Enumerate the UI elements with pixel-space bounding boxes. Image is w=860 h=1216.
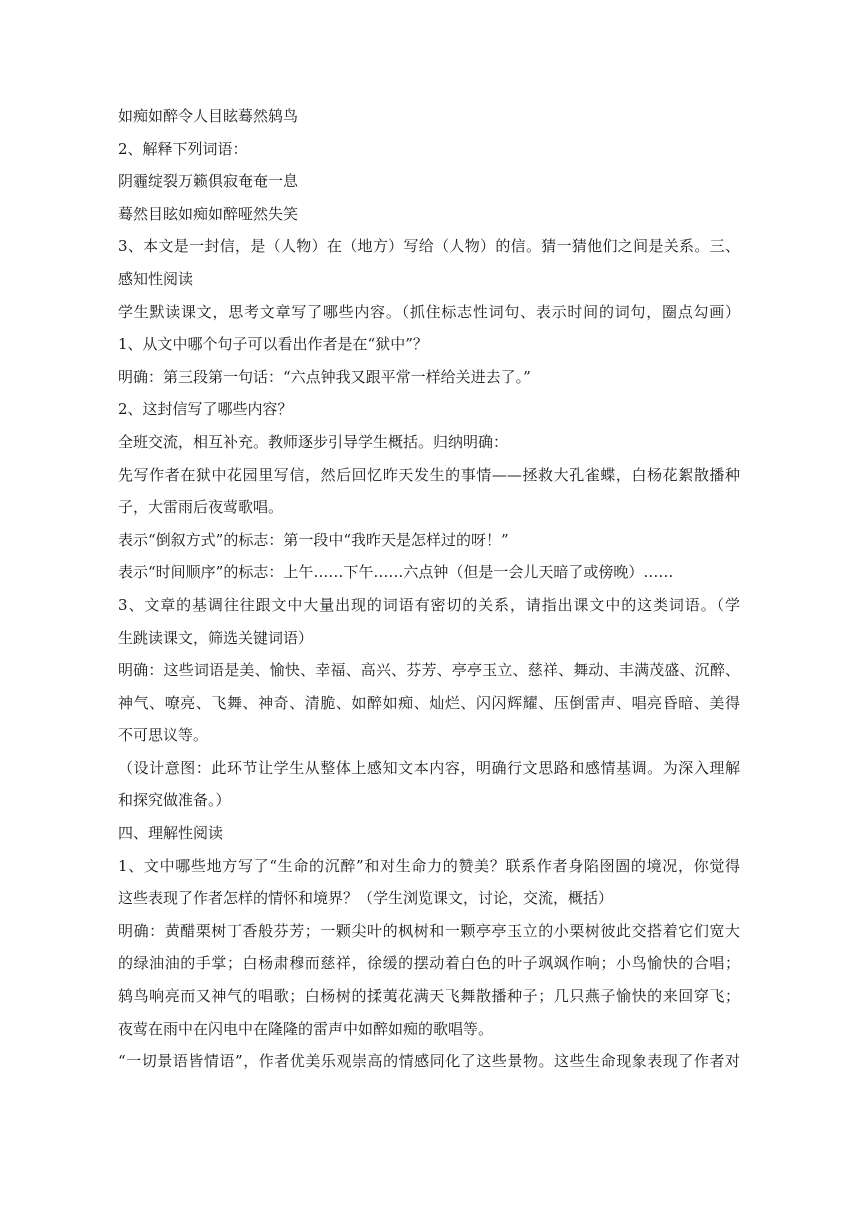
answer-text: 夜莺在雨中在闪电中在隆隆的雷声中如醉如痴的歌唱等。 [118,1019,494,1038]
paragraph-line: 子，大雷雨后夜莺歌唱。 [118,498,284,517]
answer-text: 不可思议等。 [118,726,209,745]
answer-text: 的绿油油的手掌；白杨肃穆而慈祥，徐缓的摆动着白色的叶子飒飒作响；小鸟愉快的合唱； [118,954,740,973]
paragraph-line: 先写作者在狱中花园里写信，然后回忆昨天发生的事情——拯救大孔雀蝶，白杨花絮散播种 [118,465,740,484]
paragraph-line: 表示“倒叙方式”的标志：第一段中“我昨天是怎样过的呀！” [118,530,509,549]
paragraph-line: 学生默读课文，思考文章写了哪些内容。（抓住标志性词句、表示时间的词句，圈点勾画） [118,302,740,321]
question-text: 1、从文中哪个句子可以看出作者是在“狱中”？ [118,335,428,354]
design-note: （设计意图：此环节让学生从整体上感知文本内容，明确行文思路和感情基调。为深入理解 [118,758,740,777]
section-heading: 四、理解性阅读 [118,824,224,843]
answer-text: 明确：黄醋栗树丁香般芬芳；一颗尖叶的枫树和一颗亭亭玉立的小栗树彼此交搭着它们宽大 [118,921,740,940]
answer-text: 明确：第三段第一句话：“六点钟我又跟平常一样给关进去了。” [118,367,531,386]
answer-text: 明确：这些词语是美、愉快、幸福、高兴、芬芳、亭亭玉立、慈祥、舞动、丰满茂盛、沉醉、 [118,661,740,680]
design-note: 和探究做准备。） [118,791,231,810]
document-page [118,108,740,1086]
question-text: 这些表现了作者怎样的情怀和境界？（学生浏览课文，讨论，交流，概括） [118,889,614,908]
paragraph-line: 全班交流，相互补充。教师逐步引导学生概括。归纳明确： [118,432,509,451]
question-text: 2、这封信写了哪些内容？ [118,400,293,419]
text-line: 阴霾绽裂万籁俱寂奄奄一息 [118,172,299,191]
text-line: 如痴如醉令人目眩蓦然鸫鸟 [118,107,299,125]
question-text: 3、文章的基调往往跟文中大量出现的词语有密切的关系，请指出课文中的这类词语。（学 [118,595,740,614]
question-text: 1、文中哪些地方写了“生命的沉醉”和对生命力的赞美？联系作者身陷囹圄的境况，你觉得 [118,856,740,875]
question-text: 生跳读课文，筛选关键词语） [118,628,314,647]
section-heading: 感知性阅读 [118,269,194,288]
text-line: 蓦然目眩如痴如醉哑然失笑 [118,204,299,223]
question-text: 3、本文是一封信，是（人物）在（地方）写给（人物）的信。猜一猜他们之间是关系。三、 [118,237,740,256]
paragraph-line: 表示“时间顺序”的标志：上午……下午……六点钟（但是一会儿天暗了或傍晚）…… [118,563,674,582]
paragraph-line: “一切景语皆情语”，作者优美乐观崇高的情感同化了这些景物。这些生命现象表现了作者对 [118,1052,740,1071]
answer-text: 鸫鸟响亮而又神气的唱歌；白杨树的揉荑花满天飞舞散播种子；几只燕子愉快的来回穿飞； [118,987,740,1006]
answer-text: 神气、嘹亮、飞舞、神奇、清脆、如醉如痴、灿烂、闪闪辉耀、压倒雷声、唱亮昏暗、美得 [118,693,740,712]
question-heading: 2、解释下列词语： [118,139,248,158]
